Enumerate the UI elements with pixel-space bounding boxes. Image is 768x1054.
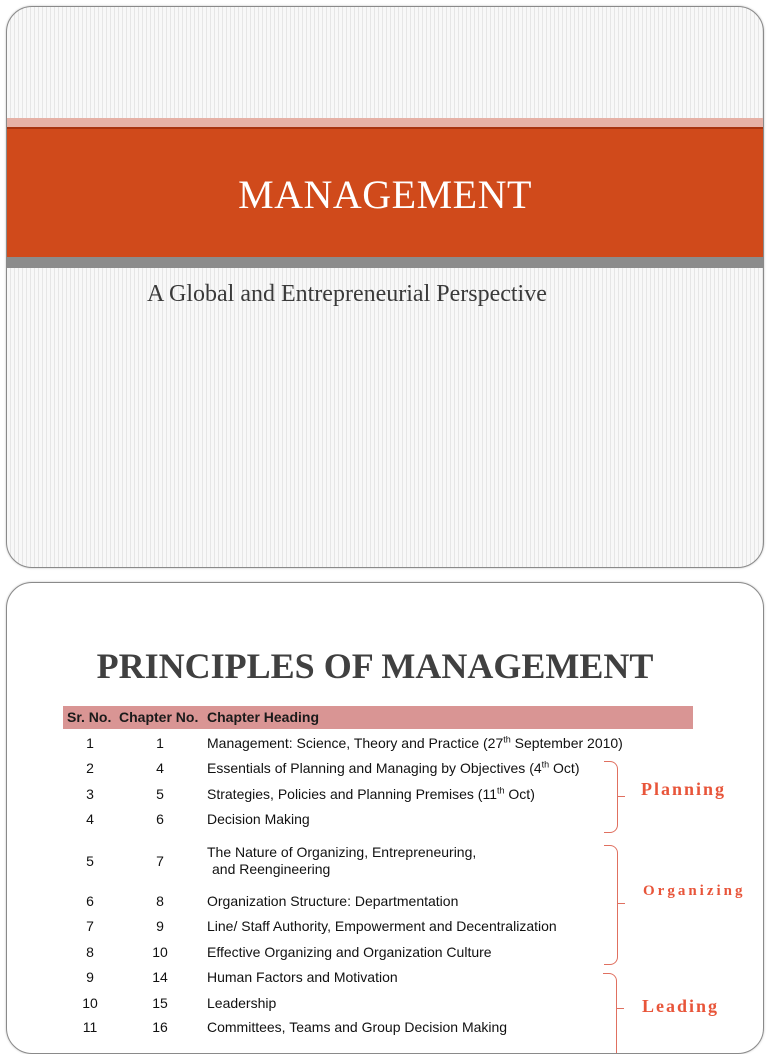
sr-no: 4 (86, 811, 94, 827)
chapter-heading: Committees, Teams and Group Decision Making (207, 1019, 508, 1035)
principles-slide[interactable] (6, 582, 764, 1054)
header-chapter-heading: Chapter Heading (207, 709, 320, 725)
title-slide[interactable] (6, 6, 764, 568)
chapter-no: 5 (156, 786, 164, 802)
chapter-heading: Decision Making (207, 811, 310, 827)
chapter-heading: Effective Organizing and Organization Culture (207, 944, 492, 960)
chapter-no: 14 (152, 969, 168, 985)
table-header (63, 706, 693, 729)
title-band-bottom-line (7, 257, 763, 268)
header-sr-no: Sr. No. (67, 709, 112, 725)
sr-no: 10 (82, 995, 98, 1011)
slide-title: PRINCIPLES OF MANAGEMENT (96, 646, 654, 686)
chapter-heading: Essentials of Planning and Managing by Objectives (4th Oct) (207, 759, 580, 776)
sr-no: 6 (86, 893, 94, 909)
title-band-top-line (7, 118, 763, 127)
sr-no: 9 (86, 969, 94, 985)
sr-no: 8 (86, 944, 94, 960)
sr-no: 1 (86, 735, 94, 751)
organizing-brace-tick (617, 903, 625, 904)
chapter-heading: Management: Science, Theory and Practice (27th September 2010) (207, 734, 623, 751)
sr-no: 5 (86, 853, 94, 869)
planning-brace (604, 761, 618, 833)
chapter-no: 1 (156, 735, 164, 751)
leading-brace (603, 973, 617, 1053)
chapter-no: 15 (152, 995, 168, 1011)
organizing-brace (604, 845, 618, 965)
sr-no: 11 (82, 1019, 98, 1035)
chapter-no: 7 (156, 853, 164, 869)
chapter-heading: The Nature of Organizing, Entrepreneuring, and Reengineering (207, 844, 477, 877)
slide-title: MANAGEMENT (238, 172, 532, 217)
chapter-no: 6 (156, 811, 164, 827)
chapter-no: 9 (156, 918, 164, 934)
sr-no: 7 (86, 918, 94, 934)
chapter-no: 4 (156, 760, 164, 776)
chapter-heading: Human Factors and Motivation (207, 969, 398, 985)
chapter-heading: Leadership (207, 995, 277, 1011)
leading-brace-tick (616, 1008, 624, 1009)
slide-subtitle: A Global and Entrepreneurial Perspective (147, 281, 547, 307)
sr-no: 2 (86, 760, 94, 776)
group-label-organizing: Organizing (643, 883, 746, 899)
chapter-no: 16 (152, 1019, 168, 1035)
sr-no: 3 (86, 786, 94, 802)
chapter-heading: Line/ Staff Authority, Empowerment and Decentralization (207, 918, 557, 934)
chapter-heading: Strategies, Policies and Planning Premises (11th Oct) (207, 785, 535, 802)
chapter-no: 10 (152, 944, 168, 960)
group-label-planning: Planning (641, 779, 727, 799)
group-label-leading: Leading (642, 996, 720, 1016)
planning-brace-tick (617, 796, 625, 797)
header-chapter-no: Chapter No. (119, 709, 199, 725)
chapter-no: 8 (156, 893, 164, 909)
chapter-heading: Organization Structure: Departmentation (207, 893, 459, 909)
